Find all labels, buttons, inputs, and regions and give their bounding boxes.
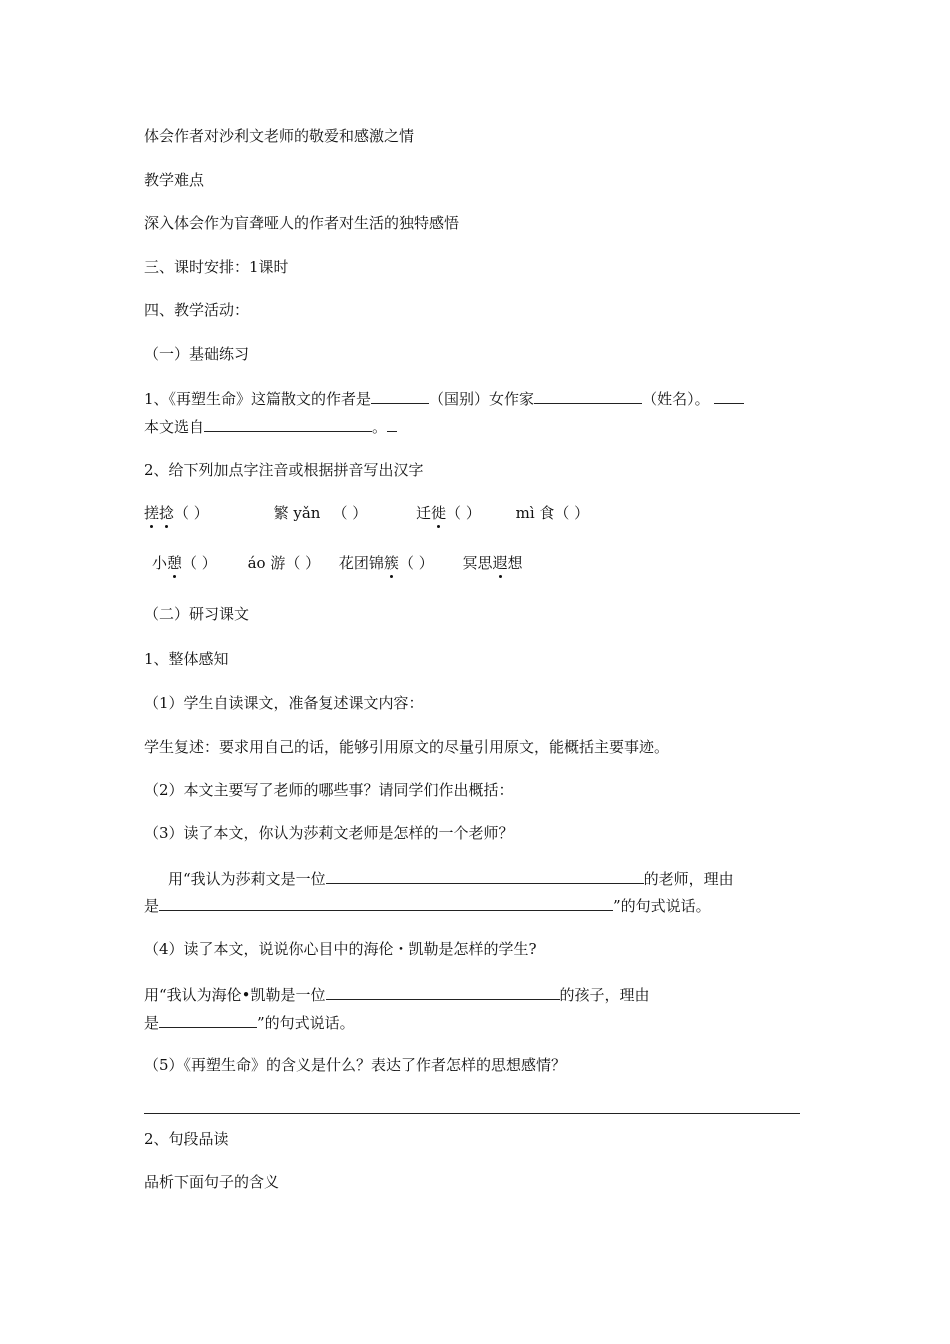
item-5: （5）《再塑生命》的含义是什么？表达了作者怎样的思想感情？ [144, 1056, 567, 1074]
word-qianxi [416, 504, 446, 522]
country-blank[interactable] [371, 387, 429, 404]
answer-parens[interactable]: （ ） [174, 504, 209, 522]
char: 想 [507, 554, 523, 572]
sentence-analysis-instruction: 品析下面句子的含义 [144, 1173, 280, 1191]
extra-blank[interactable] [714, 387, 744, 404]
question-1-text-c: （姓名）。 [642, 390, 710, 408]
student-reason-blank[interactable] [159, 1011, 257, 1028]
pinyin-row-2 [152, 553, 523, 573]
item-2: （2）本文主要写了老师的哪些事？请同学们作出概括： [144, 781, 514, 799]
dotted-char: 徙 [431, 504, 447, 522]
question-1-text: 1、《再塑生命》这篇散文的作者是 [144, 390, 372, 408]
pinyin-row-1 [144, 503, 589, 523]
word-mishi: mì 食 [515, 504, 555, 522]
answer-line[interactable] [144, 1113, 800, 1114]
sentence-mid: 的老师，理由 [643, 870, 734, 888]
char: 迁 [416, 504, 432, 522]
dotted-char: 遐 [492, 554, 508, 572]
reason-label: 是 [144, 897, 160, 915]
sentence-analysis-heading: 2、句段品读 [144, 1130, 229, 1148]
sentence-start: 用“我认为莎莉文是一位 [168, 870, 326, 888]
dotted-char: 捻 [159, 504, 175, 522]
overall-perception-heading: 1、整体感知 [144, 650, 229, 668]
answer-parens[interactable]: （ ） [554, 504, 590, 522]
word-cuonian [144, 504, 174, 522]
item-3-reason [144, 894, 711, 916]
section-heading-difficulty: 教学难点 [144, 171, 205, 189]
item-3: （3）读了本文，你认为莎莉文老师是怎样的一个老师？ [144, 824, 514, 842]
study-text-heading: （二）研习课文 [144, 605, 250, 623]
question-1-source [144, 415, 397, 437]
teacher-reason-blank[interactable] [159, 894, 613, 911]
basic-practice-heading: （一）基础练习 [144, 345, 250, 363]
objective-text: 体会作者对沙利文老师的敬爱和感激之情 [144, 127, 415, 145]
source-blank[interactable] [204, 415, 372, 432]
sentence-end: ”的句式说话。 [613, 897, 711, 915]
chars: 冥思 [462, 554, 493, 572]
difficulty-text: 深入体会作为盲聋哑人的作者对生活的独特感悟 [144, 214, 460, 232]
word-mingsixiaxiang [463, 554, 523, 572]
word-fanyan: 繁 yǎn [273, 504, 321, 522]
answer-parens[interactable]: （ ） [285, 554, 321, 572]
question-1 [144, 387, 744, 409]
sentence-start: 用“我认为海伦•凯勒是一位 [144, 986, 326, 1004]
answer-parens[interactable]: （ ） [398, 554, 434, 572]
question-1-text-b: （国别）女作家 [429, 390, 535, 408]
activities-heading: 四、教学活动： [144, 301, 250, 319]
period: 。 [372, 418, 388, 436]
char: 小 [152, 554, 168, 572]
answer-parens[interactable]: （ ） [332, 504, 368, 522]
item-4-sentence [144, 983, 650, 1005]
item-4-reason [144, 1011, 355, 1033]
answer-parens[interactable]: （ ） [446, 504, 481, 522]
reason-label: 是 [144, 1014, 160, 1032]
sentence-end: ”的句式说话。 [257, 1014, 355, 1032]
author-name-blank[interactable] [534, 387, 642, 404]
student-quality-blank[interactable] [326, 983, 560, 1000]
teacher-quality-blank[interactable] [326, 867, 644, 884]
word-aoyou: áo 游 [247, 554, 286, 572]
dotted-char: 簇 [383, 554, 399, 572]
item-4: （4）读了本文，说说你心目中的海伦・凯勒是怎样的学生? [144, 940, 537, 958]
chars: 花团锦 [338, 554, 384, 572]
source-label: 本文选自 [144, 418, 205, 436]
dotted-char: 憩 [167, 554, 183, 572]
item-1: （1）学生自读课文，准备复述课文内容： [144, 694, 424, 712]
word-xiaoqi [152, 554, 182, 572]
sentence-mid: 的孩子，理由 [559, 986, 650, 1004]
word-huatuanjincu [339, 554, 399, 572]
item-1-retell: 学生复述：要求用自己的话，能够引用原文的尽量引用原文，能概括主要事迹。 [144, 738, 670, 756]
source-blank-tail [387, 415, 397, 432]
dotted-char: 搓 [144, 504, 160, 522]
item-3-sentence [168, 867, 734, 889]
answer-parens[interactable]: （ ） [182, 554, 217, 572]
question-2: 2、给下列加点字注音或根据拼音写出汉字 [144, 461, 424, 479]
schedule-heading: 三、课时安排：1课时 [144, 258, 289, 276]
